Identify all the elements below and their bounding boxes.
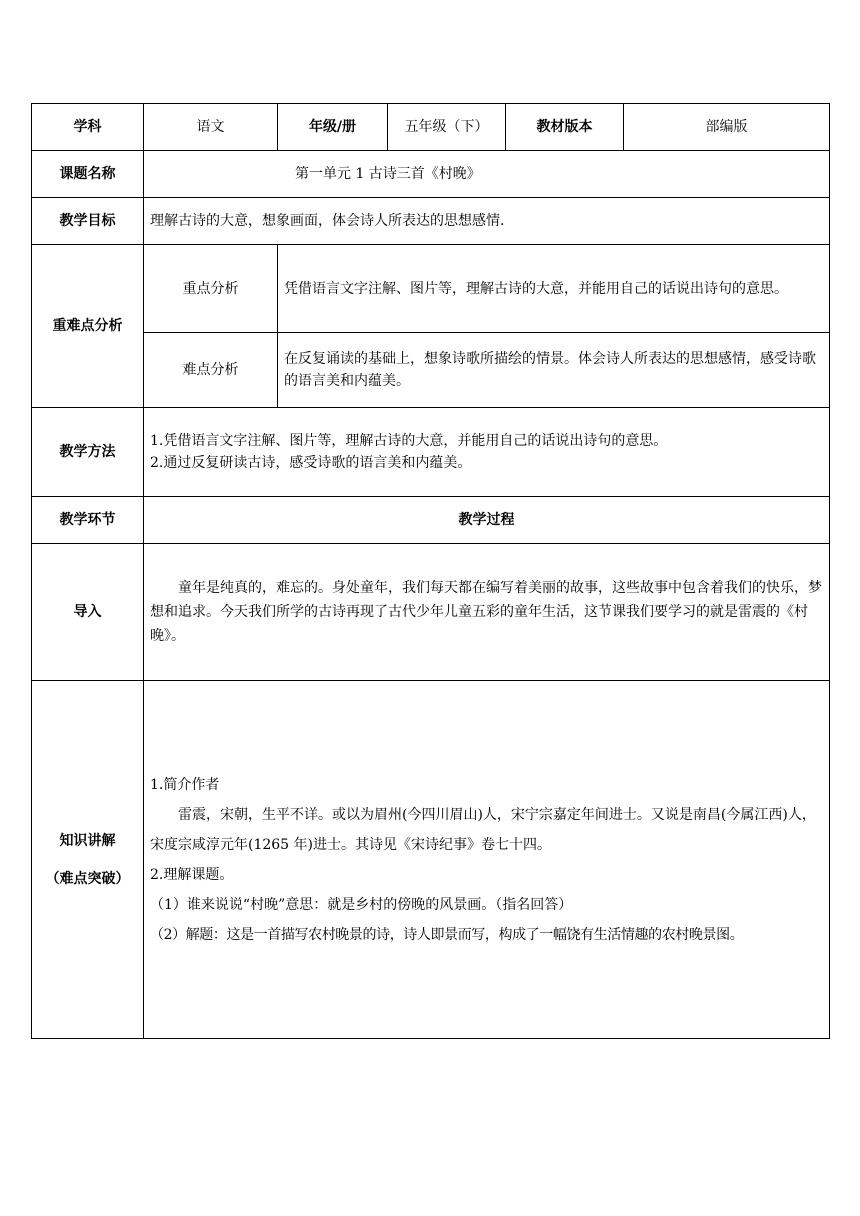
row-teaching-method xyxy=(32,408,830,497)
edition-label: 教材版本 xyxy=(506,104,624,151)
key-point-label: 重点分析 xyxy=(144,245,278,333)
teaching-stage-label: 教学环节 xyxy=(32,497,144,544)
knowledge-line-3: 2.理解课题。 xyxy=(150,866,234,883)
subject-value: 语文 xyxy=(144,104,278,151)
teaching-process-heading: 教学过程 xyxy=(144,497,830,544)
key-difficult-label: 重难点分析 xyxy=(32,245,144,408)
teaching-method-label: 教学方法 xyxy=(32,408,144,497)
grade-label: 年级/册 xyxy=(278,104,388,151)
row-introduction xyxy=(32,544,830,681)
knowledge-line-1: 1.简介作者 xyxy=(150,776,220,793)
lesson-title-label: 课题名称 xyxy=(32,151,144,198)
introduction-cell xyxy=(144,544,830,681)
difficult-point-label: 难点分析 xyxy=(144,333,278,408)
knowledge-label-line-2: （难点突破） xyxy=(45,870,130,887)
teaching-goal-value: 理解古诗的大意，想象画面，体会诗人所表达的思想感情. xyxy=(144,198,830,245)
teaching-goal-label: 教学目标 xyxy=(32,198,144,245)
knowledge-line-4: （1）谁来说说“村晚”意思：就是乡村的傍晚的风景画。（指名回答） xyxy=(150,896,573,913)
subject-label: 学科 xyxy=(32,104,144,151)
method-line-2: 2.通过反复研读古诗，感受诗歌的语言美和内蕴美。 xyxy=(150,455,472,471)
knowledge-label-line-1: 知识讲解 xyxy=(59,832,116,849)
row-subject xyxy=(32,104,830,151)
row-lesson-title xyxy=(32,151,830,198)
knowledge-content xyxy=(144,681,830,1039)
method-line-1: 1.凭借语言文字注解、图片等，理解古诗的大意，并能用自己的话说出诗句的意思。 xyxy=(150,433,668,449)
row-key-analysis xyxy=(32,245,830,333)
row-difficult-analysis xyxy=(32,333,830,408)
introduction-label: 导入 xyxy=(32,544,144,681)
teaching-method-value xyxy=(144,408,830,497)
knowledge-line-5: （2）解题：这是一首描写农村晚景的诗，诗人即景而写，构成了一幅饶有生活情趣的农村晚景图。 xyxy=(150,926,744,943)
knowledge-label xyxy=(32,681,144,1039)
row-teaching-goal xyxy=(32,198,830,245)
edition-value: 部编版 xyxy=(624,104,830,151)
row-teaching-stage xyxy=(32,497,830,544)
introduction-text: 童年是纯真的，难忘的。身处童年，我们每天都在编写着美丽的故事，这些故事中包含着我们的快乐，梦想和追求。今天我们所学的古诗再现了古代少年儿童五彩的童年生活，这节课我们要学习的就是雷震的《村晚》。 xyxy=(150,580,822,644)
difficult-point-value: 在反复诵读的基础上，想象诗歌所描绘的情景。体会诗人所表达的思想感情，感受诗歌的语言美和内蕴美。 xyxy=(278,333,830,408)
key-point-value: 凭借语言文字注解、图片等，理解古诗的大意，并能用自己的话说出诗句的意思。 xyxy=(278,245,830,333)
lesson-title-value: 第一单元 1 古诗三首《村晚》 xyxy=(144,151,830,198)
lesson-plan-table xyxy=(31,103,830,1039)
grade-value: 五年级（下） xyxy=(388,104,506,151)
row-knowledge xyxy=(32,681,830,1039)
knowledge-line-2: 雷震，宋朝，生平不详。或以为眉州(今四川眉山)人，宋宁宗嘉定年间进士。又说是南昌(今属江西)人，宋度宗咸淳元年(1265 年)进士。其诗见《宋诗纪事》卷七十四。 xyxy=(150,806,816,853)
